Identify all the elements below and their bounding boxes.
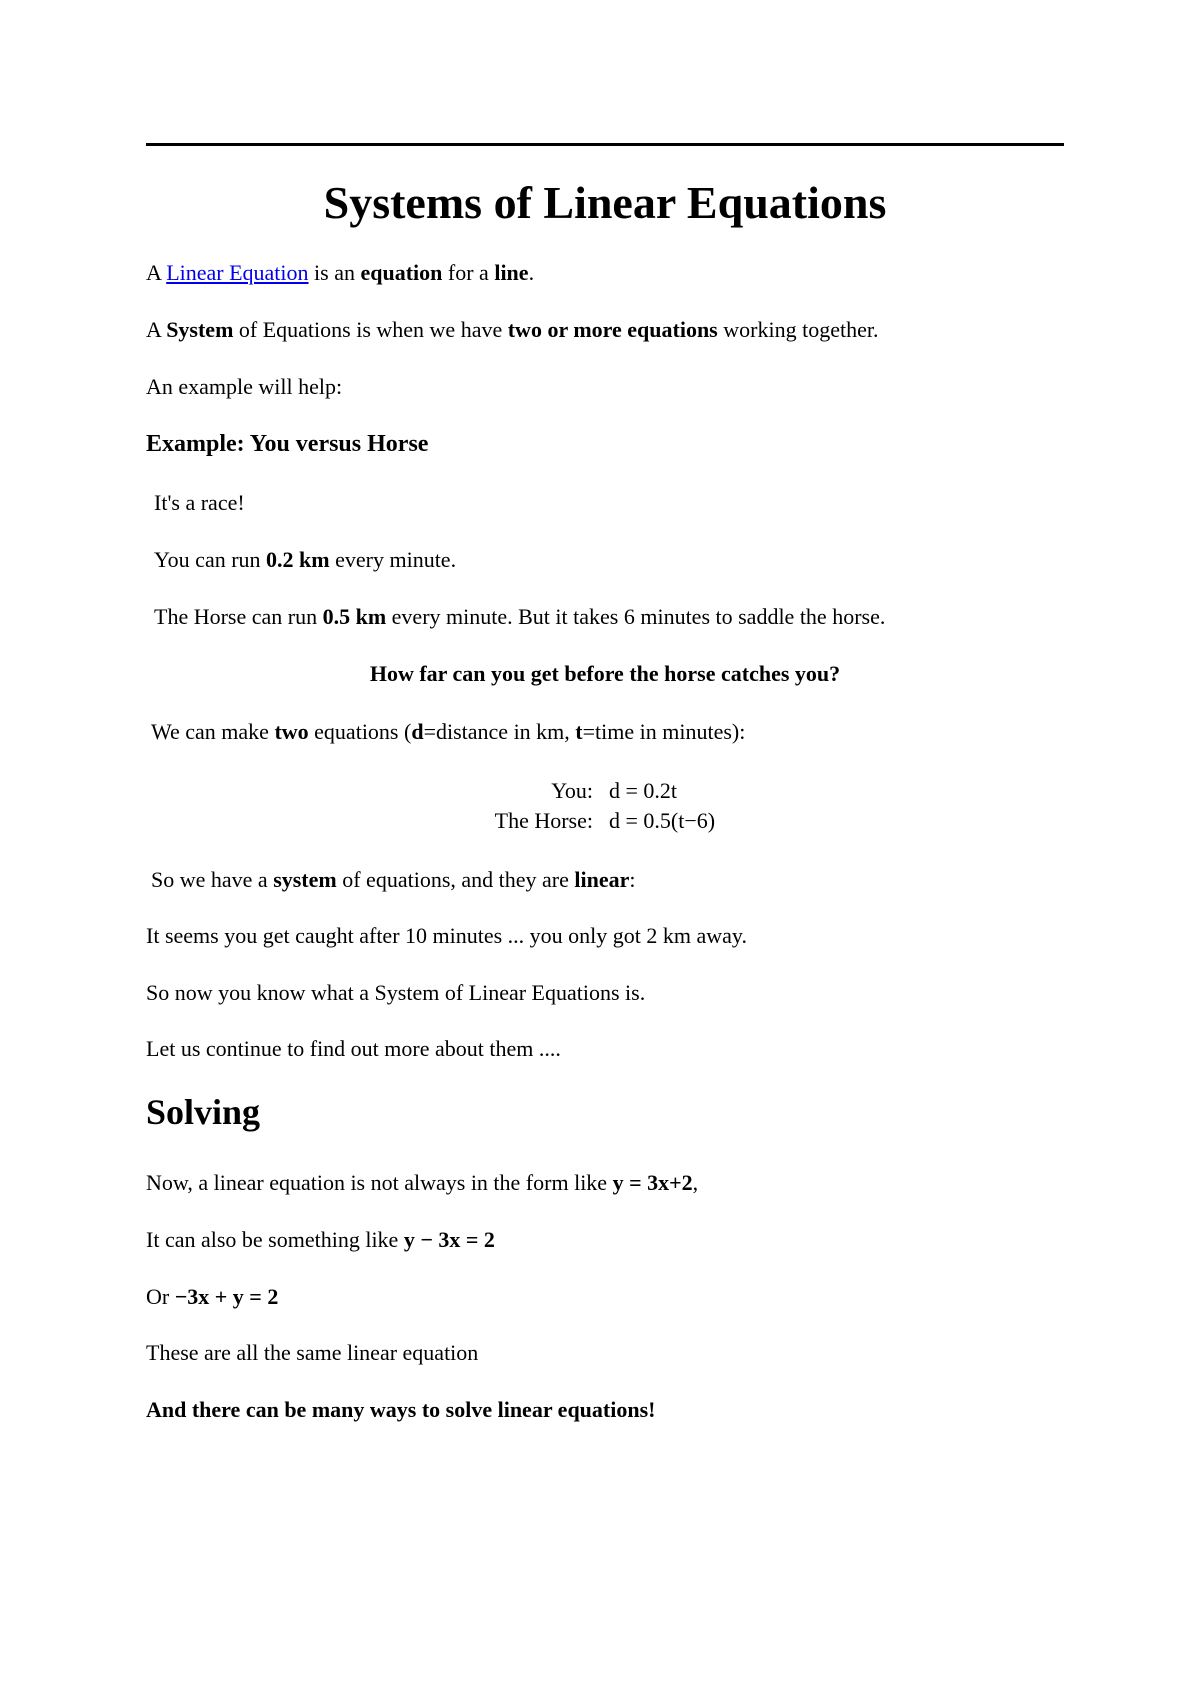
paragraph-same: These are all the same linear equation	[146, 1340, 479, 1365]
question-heading: How far can you get before the horse catches you?	[369, 661, 841, 686]
paragraph-linear-equation: A Linear Equation is an equation for a line.	[146, 260, 535, 285]
paragraph-now-know: So now you know what a System of Linear Equations is.	[146, 980, 646, 1005]
equation-you: d = 0.2t	[609, 778, 678, 803]
paragraph-horse-run: The Horse can run 0.5 km every minute. But it takes 6 minutes to saddle the horse.	[154, 604, 886, 629]
paragraph-also: It can also be something like y − 3x = 2	[146, 1227, 495, 1252]
paragraph-or: Or −3x + y = 2	[146, 1284, 279, 1309]
horizontal-rule	[146, 143, 1064, 146]
linear-equation-link[interactable]: Linear Equation	[166, 260, 309, 285]
example-heading: Example: You versus Horse	[146, 431, 429, 457]
equation-label-you: You:	[551, 778, 593, 803]
paragraph-example-intro: An example will help:	[146, 374, 343, 399]
equation-label-horse: The Horse:	[494, 808, 593, 833]
paragraph-race: It's a race!	[154, 490, 245, 515]
paragraph-system-definition: A System of Equations is when we have two or more equations working together.	[146, 317, 879, 342]
equation-horse: d = 0.5(t−6)	[609, 808, 716, 833]
paragraph-system-linear: So we have a system of equations, and they are linear:	[151, 867, 636, 892]
page-title: Systems of Linear Equations	[323, 177, 887, 228]
paragraph-continue: Let us continue to find out more about them ....	[146, 1036, 561, 1061]
paragraph-many-ways: And there can be many ways to solve linear equations!	[146, 1397, 656, 1422]
paragraph-you-run: You can run 0.2 km every minute.	[154, 547, 457, 572]
solving-heading: Solving	[146, 1092, 261, 1132]
paragraph-form: Now, a linear equation is not always in the form like y = 3x+2,	[146, 1170, 699, 1195]
paragraph-two-equations: We can make two equations (d=distance in km, t=time in minutes):	[151, 719, 746, 744]
paragraph-caught: It seems you get caught after 10 minutes ... you only got 2 km away.	[146, 923, 748, 948]
